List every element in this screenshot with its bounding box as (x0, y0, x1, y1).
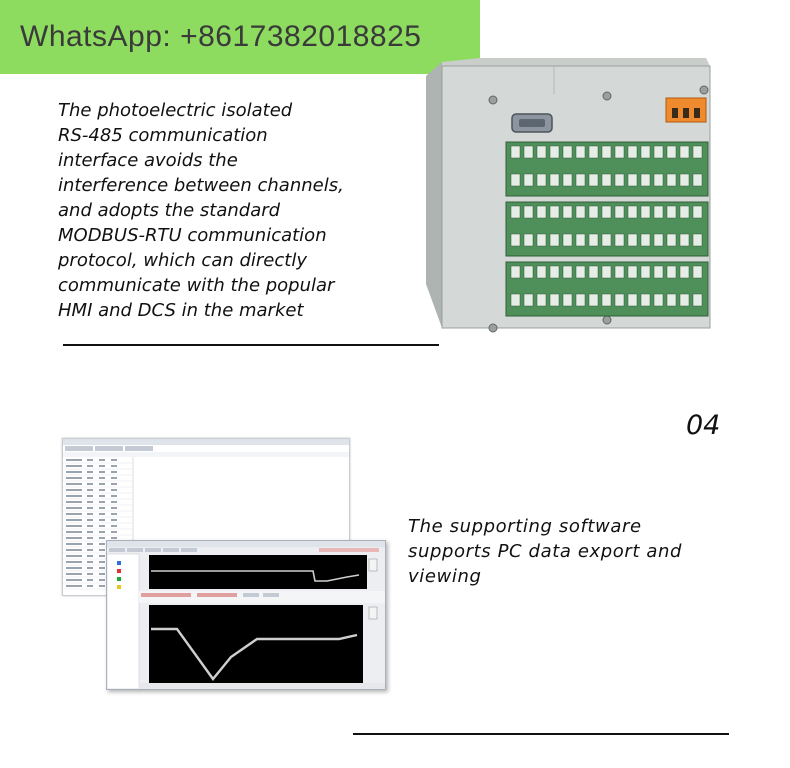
description-line: and adopts the standard (58, 200, 281, 221)
description-line: MODBUS-RTU communication (58, 225, 327, 246)
description-line: interface avoids the (58, 150, 238, 171)
screw-icon (603, 316, 611, 324)
software-description (408, 514, 682, 589)
description-line: communicate with the popular (58, 275, 335, 296)
terminal-row-2 (506, 202, 708, 256)
description-line: RS-485 communication (58, 125, 268, 146)
description-line: HMI and DCS in the market (58, 300, 304, 321)
screw-icon (700, 86, 708, 94)
section-number: 04 (686, 410, 721, 441)
description-line: viewing (408, 566, 482, 587)
screw-icon (489, 324, 497, 332)
software-trend-screenshot (106, 540, 386, 690)
terminal-row-1 (506, 142, 708, 196)
screw-icon (603, 92, 611, 100)
rs485-description (58, 98, 344, 323)
terminal-row-3 (506, 262, 708, 316)
enclosure-top (442, 58, 710, 66)
description-line: interference between channels, (58, 175, 344, 196)
whatsapp-contact-text: WhatsApp: +8617382018825 (20, 20, 422, 53)
trend-chart-image (107, 541, 385, 689)
enclosure-side (426, 62, 442, 328)
description-line: The supporting software (408, 516, 642, 537)
divider-line (353, 733, 729, 735)
divider-line (63, 344, 439, 346)
device-image (420, 58, 720, 348)
description-line: protocol, which can directly (58, 250, 307, 271)
upper-trend-plot (149, 555, 367, 589)
description-line: The photoelectric isolated (58, 100, 293, 121)
screw-icon (489, 96, 497, 104)
lower-trend-plot (149, 605, 363, 683)
whatsapp-banner (0, 0, 480, 74)
description-line: supports PC data export and (408, 541, 683, 562)
